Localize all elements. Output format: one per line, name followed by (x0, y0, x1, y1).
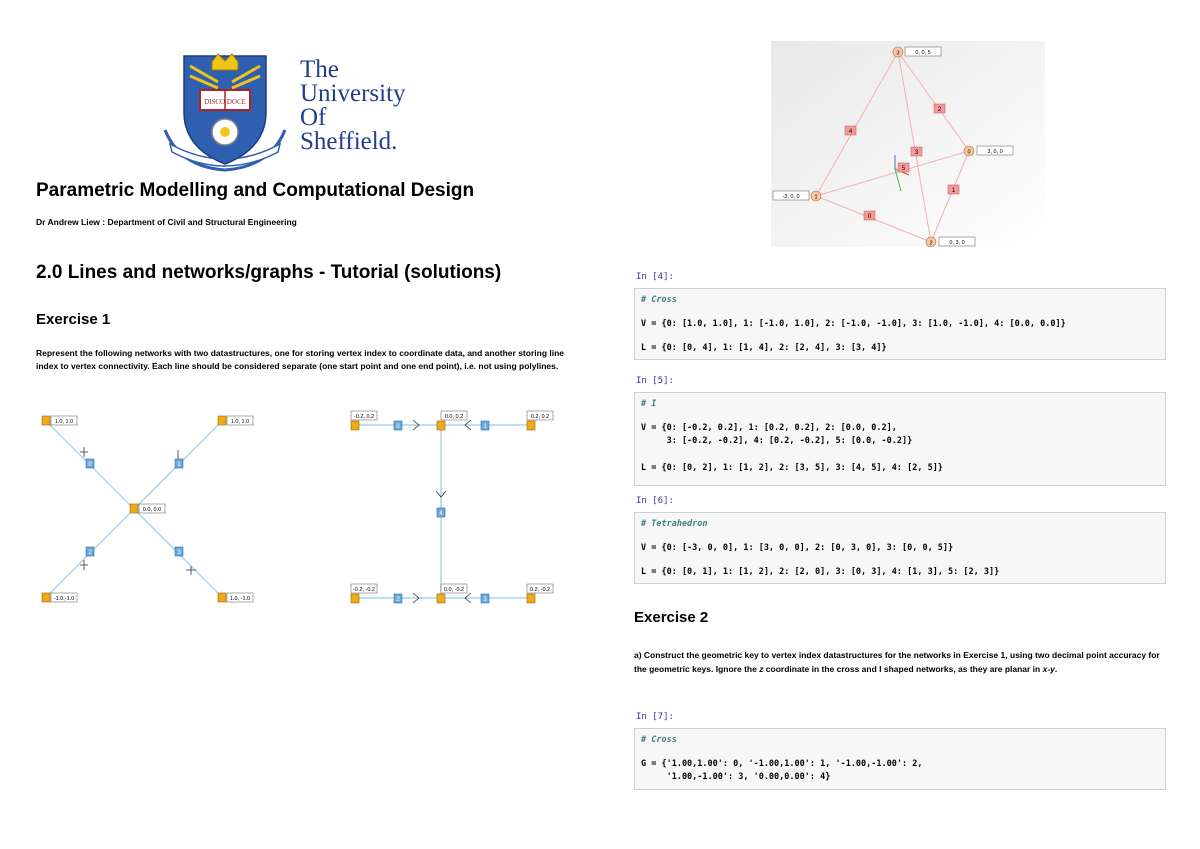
svg-text:0.0, -0.2: 0.0, -0.2 (443, 587, 465, 593)
svg-text:0.2, -0.2: 0.2, -0.2 (529, 587, 551, 593)
svg-text:0.0, 0.0: 0.0, 0.0 (142, 507, 162, 513)
shield-motto-text: DISCO DOCE (204, 98, 246, 106)
tetra-edge-label-4 (845, 126, 856, 135)
exercise-2-text-end: . (1054, 664, 1058, 674)
shield-crest-icon (160, 52, 290, 172)
i-edge-label-4 (437, 508, 445, 517)
svg-text:3, 0, 0: 3, 0, 0 (987, 149, 1003, 155)
exercise-1-text: Represent the following networks with two datastructures, one for storing vertex index to coordinate data, and another storing line index to vertex connectivity. Each line should be considered separate (one start point and one end point), i.e. not using polylines. (36, 348, 565, 371)
i-network-diagram (345, 408, 575, 608)
tetra-edge-label-5 (898, 163, 909, 172)
cell-prompt-7: In [7]: (636, 712, 674, 722)
i-edge-label-3 (481, 594, 489, 603)
i-edge-label-0 (394, 421, 402, 430)
i-vertex-top-right (527, 411, 553, 430)
section-title: 2.0 Lines and networks/graphs - Tutorial (solutions) (36, 262, 502, 283)
i-vertex-bottom-left (351, 584, 377, 603)
cell-5-line-2: 3: [-0.2, -0.2], 4: [0.2, -0.2], 5: [0.0, -0.2]} (641, 436, 913, 446)
cell-prompt-6: In [6]: (636, 496, 674, 506)
logo-line-4: Sheffield. (300, 128, 398, 155)
svg-text:1: 1 (951, 188, 956, 194)
svg-text:1: 1 (483, 424, 487, 430)
exercise-1-heading: Exercise 1 (36, 311, 111, 328)
svg-text:0, 3, 0: 0, 3, 0 (949, 240, 965, 246)
cell-6-line-2: L = {0: [0, 1], 1: [1, 2], 2: [2, 0], 3: [0, 3], 4: [1, 3], 5: [2, 3]} (641, 567, 1000, 577)
cross-vertex-bottom-right (218, 593, 253, 602)
i-vertex-bottom-right (527, 584, 553, 603)
svg-text:0.0, 0.2: 0.0, 0.2 (444, 414, 464, 420)
document-title: Parametric Modelling and Computational Design (36, 180, 475, 201)
svg-text:1.0, 1.0: 1.0, 1.0 (54, 419, 74, 425)
cross-edge-label-0 (86, 459, 94, 468)
logo-line-1: The (300, 56, 339, 83)
svg-text:-0.2, 0.2: -0.2, 0.2 (353, 414, 375, 420)
cross-edge-label-2 (86, 547, 94, 556)
cell-6-line-1: V = {0: [-3, 0, 0], 1: [3, 0, 0], 2: [0, 3, 0], 3: [0, 0, 5]} (641, 543, 954, 553)
svg-text:3: 3 (896, 50, 900, 57)
i-vertex-top-mid (437, 411, 467, 430)
svg-text:3: 3 (177, 550, 181, 556)
svg-text:2: 2 (929, 240, 933, 247)
svg-text:3: 3 (914, 150, 919, 156)
code-cell-5[interactable] (634, 392, 1166, 486)
cell-prompt-5: In [5]: (636, 376, 674, 386)
tetrahedron-network-diagram (771, 41, 1045, 247)
cell-5-line-3: L = {0: [0, 2], 1: [1, 2], 2: [3, 5], 3: [4, 5], 4: [2, 5]} (641, 463, 943, 473)
exercise-2-text-xy: x-y (1042, 664, 1055, 674)
svg-text:0: 0 (967, 149, 971, 156)
cell-5-line-1: V = {0: [-0.2, 0.2], 1: [0.2, 0.2], 2: [0.0, 0.2], (641, 423, 897, 433)
svg-text:1.0, 1.0: 1.0, 1.0 (230, 419, 250, 425)
exercise-2-heading: Exercise 2 (634, 609, 709, 626)
cross-vertex-top-right (218, 416, 253, 425)
svg-text:0: 0 (396, 424, 400, 430)
cell-prompt-4: In [4]: (636, 272, 674, 282)
cell-4-line-1: V = {0: [1.0, 1.0], 1: [-1.0, 1.0], 2: [-1.0, -1.0], 3: [1.0, -1.0], 4: [0.0, 0.0]} (641, 319, 1066, 329)
tetra-edge-label-0 (864, 211, 875, 220)
cell-4-comment: # Cross (641, 295, 677, 305)
svg-text:-1.0,-1.0: -1.0,-1.0 (53, 596, 75, 602)
i-edge-label-2 (394, 594, 402, 603)
exercise-2-text-a: a) Construct the geometric key to vertex index datastructures for the networks in Exercise 1, using two decimal point accuracy for the geometric keys. Ignore the (634, 650, 1160, 674)
logo-line-3: Of (300, 104, 327, 131)
cross-vertex-top-left (42, 416, 77, 425)
exercise-2-text-z: z (759, 664, 764, 674)
svg-text:1.0, -1.0: 1.0, -1.0 (229, 596, 251, 602)
svg-text:0: 0 (867, 214, 872, 220)
svg-text:1: 1 (177, 462, 181, 468)
svg-text:0: 0 (88, 462, 92, 468)
cell-7-line-1: G = {'1.00,1.00': 0, '-1.00,1.00': 1, '-1.00,-1.00': 2, (641, 759, 923, 769)
tetra-edge-label-1 (948, 185, 959, 194)
svg-text:2: 2 (88, 550, 92, 556)
i-edge-label-1 (481, 421, 489, 430)
code-cell-6[interactable] (634, 512, 1166, 584)
svg-text:4: 4 (439, 511, 443, 517)
cell-7-comment: # Cross (641, 735, 677, 745)
cross-network-diagram (36, 410, 286, 610)
tetra-vertex-bottom (926, 237, 975, 247)
svg-text:-0.2, -0.2: -0.2, -0.2 (352, 587, 376, 593)
cell-6-comment: # Tetrahedron (641, 519, 708, 529)
i-vertex-top-left (351, 411, 377, 430)
svg-text:-3, 0, 0: -3, 0, 0 (782, 194, 800, 200)
tetra-vertex-right (964, 146, 1013, 156)
svg-text:1: 1 (814, 194, 818, 201)
svg-text:2: 2 (937, 107, 942, 113)
code-cell-4[interactable] (634, 288, 1166, 360)
logo-line-2: University (300, 80, 406, 107)
tetra-edge-label-3 (911, 147, 922, 156)
exercise-2-text-b: coordinate in the cross and I shaped networks, as they are planar in (763, 664, 1043, 674)
author-line: Dr Andrew Liew : Department of Civil and Structural Engineering (36, 217, 297, 227)
exercise-2-text (634, 648, 1164, 676)
tetra-edge-label-2 (934, 104, 945, 113)
logo-wordmark (300, 58, 406, 154)
svg-text:3: 3 (483, 597, 487, 603)
tetra-vertex-left (773, 191, 821, 201)
cell-4-line-2: L = {0: [0, 4], 1: [1, 4], 2: [2, 4], 3: [3, 4]} (641, 343, 887, 353)
cross-vertex-bottom-left (42, 593, 77, 602)
svg-text:5: 5 (901, 166, 906, 172)
cell-7-line-2: '1.00,-1.00': 3, '0.00,0.00': 4} (641, 772, 831, 782)
tetra-vertex-top (893, 47, 941, 57)
code-cell-7[interactable] (634, 728, 1166, 790)
cross-edge-label-1 (175, 459, 183, 468)
svg-text:2: 2 (396, 597, 400, 603)
svg-text:0, 0, 5: 0, 0, 5 (915, 50, 931, 56)
svg-text:4: 4 (848, 129, 853, 135)
svg-text:0.2, 0.2: 0.2, 0.2 (530, 414, 550, 420)
cell-5-comment: # I (641, 399, 657, 409)
university-logo (160, 52, 440, 172)
cross-edge-label-3 (175, 547, 183, 556)
cross-vertex-center (130, 504, 165, 513)
